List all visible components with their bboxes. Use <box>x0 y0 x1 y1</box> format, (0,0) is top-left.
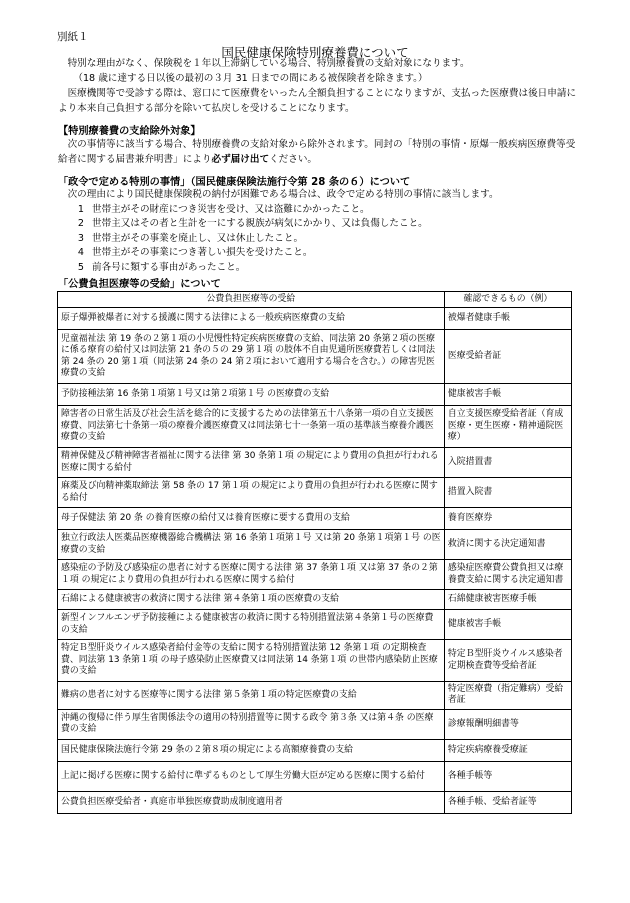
proof-cell: 特定疾病療養受療証 <box>444 739 571 761</box>
list-item <box>58 261 578 276</box>
table-row <box>58 530 572 560</box>
exclusion-body <box>58 137 578 167</box>
table-row <box>58 761 572 791</box>
table-row <box>58 330 572 384</box>
table-row <box>58 308 572 330</box>
benefit-cell: 沖縄の復帰に伴う厚生省関係法令の適用の特別措置等に関する政令 第３条 又は第４条 の医療費の支給 <box>58 709 445 739</box>
benefit-cell: 児童福祉法 第 19 条の２第１項の小児慢性特定疾病医療費の支給、同法第 20 条第２項の医療に係る療育の給付又は同法第 21 条の５の 29 第１項 の肢体不自由児通所医療費若しくは同法第 24 条の 20 第１項（同法第 24 条の 24 第２項において適用する場合を含む。）の障害児医療費の支給 <box>58 330 445 384</box>
list-item-text: 世帯主がその事業を廃止し、又は休止したこと。 <box>92 232 304 244</box>
benefit-cell: 新型インフルエンザ予防接種による健康被害の救済に関する特別措置法第４条第１号の医療費の支給 <box>58 610 445 640</box>
list-item-text: 前各号に類する事由があったこと。 <box>92 261 246 273</box>
proof-cell: 感染症医療費公費負担又は療養費支給に関する決定通知書 <box>444 560 571 590</box>
benefit-cell: 上記に掲げる医療に関する給付に準ずるものとして厚生労働大臣が定める医療に関する給付 <box>58 761 445 791</box>
proof-cell: 医療受給者証 <box>444 330 571 384</box>
benefit-cell: 精神保健及び精神障害者福祉に関する法律 第 30 条第１項 の規定により費用の負担が行われる医療に関する給付 <box>58 448 445 478</box>
special-circumstances-subtitle: （国民健康保険法施行令第 28 条の６）について <box>190 177 411 188</box>
proof-cell: 健康被害手帳 <box>444 384 571 406</box>
special-circumstances-title: 「政令で定める特別の事情」 <box>58 177 191 188</box>
proof-cell: 各種手帳等 <box>444 761 571 791</box>
special-circumstances-body <box>58 188 578 276</box>
list-item <box>58 217 578 232</box>
list-item-text: 世帯主がその事業につき著しい損失を受けたこと。 <box>92 247 313 259</box>
table-row <box>58 560 572 590</box>
list-item-text: 世帯主がその財産につき災害を受け、又は盗難にかかったこと。 <box>92 203 370 215</box>
proof-cell: 自立支援医療受給者証（育成医療・更生医療・精神通院医療） <box>444 406 571 448</box>
benefit-cell: 難病の患者に対する医療等に関する法律 第５条第１項の特定医療費の支給 <box>58 682 445 710</box>
benefit-cell: 公費負担医療受給者・真庭市単独医療費助成制度適用者 <box>58 791 445 813</box>
table-row <box>58 590 572 610</box>
exclusion-body-text-end: ください。 <box>269 154 318 165</box>
table-row <box>58 508 572 530</box>
special-circumstances-lead: 次の理由により国民健康保険税の納付が困難である場合は、政令で定める特別の事情に該当します。 <box>67 189 499 200</box>
table-header-row <box>58 292 572 308</box>
exclusion-heading: 【特別療養費の支給除外対象】 <box>58 126 201 137</box>
proof-cell: 救済に関する決定通知書 <box>444 530 571 560</box>
table-row <box>58 610 572 640</box>
intro-note: （18 歳に達する日以後の最初の３月 31 日までの間にある被保険者を除きます。） <box>73 73 428 84</box>
list-item-number: 3 <box>77 232 84 244</box>
annex-label: 別紙１ <box>57 31 89 43</box>
list-item <box>58 246 578 261</box>
benefit-cell: 独立行政法人医薬品医療機器総合機構法 第 16 条第１項第１号 又は第 20 条第１項第１号 の医療費の支給 <box>58 530 445 560</box>
list-item-number: 2 <box>77 218 84 230</box>
benefit-cell: 麻薬及び向精神薬取締法 第 58 条の 17 第１項 の規定により費用の負担が行われる医療に関する給付 <box>58 478 445 508</box>
column-header-benefit: 公費負担医療等の受給 <box>58 292 445 308</box>
proof-cell: 診療報酬明細書等 <box>444 709 571 739</box>
proof-cell: 健康被害手帳 <box>444 610 571 640</box>
proof-cell: 石綿健康被害医療手帳 <box>444 590 571 610</box>
intro-paragraph: 特別な理由がなく、保険税を１年以上滞納している場合、特別療養費の支給対象になります。 <box>67 58 470 69</box>
special-circumstances-heading <box>58 173 410 188</box>
list-item-number: 4 <box>77 247 84 259</box>
table-row <box>58 384 572 406</box>
benefit-cell: 予防接種法第 16 条第１項第１号又は第２項第１号 の医療費の支給 <box>58 384 445 406</box>
benefit-cell: 障害者の日常生活及び社会生活を総合的に支援するための法律第五十八条第一項の自立支援医療費、同法第七十条第一項の療養介護医療費又は同法第七十一条第一項の基準該当療養介護医療費の支給 <box>58 406 445 448</box>
table-row <box>58 406 572 448</box>
public-expense-table <box>57 291 572 814</box>
special-circumstances-list <box>58 203 578 276</box>
proof-cell: 特定Ｂ型肝炎ウイルス感染者定期検査費等受給者証 <box>444 640 571 682</box>
proof-cell: 被爆者健康手帳 <box>444 308 571 330</box>
benefit-cell: 原子爆弾被爆者に対する援護に関する法律による一般疾病医療費の支給 <box>58 308 445 330</box>
public-expense-heading: 「公費負担医療等の受給」について <box>58 279 221 290</box>
benefit-cell: 石綿による健康被害の救済に関する法律 第４条第１項の医療費の支給 <box>58 590 445 610</box>
benefit-cell: 感染症の予防及び感染症の患者に対する医療に関する法律 第 37 条第１項 又は第 37 条の２第１項 の規定により費用の負担が行われる医療に関する給付 <box>58 560 445 590</box>
intro-text <box>58 56 578 116</box>
intro-paragraph: 医療機関等で受診する際は、窓口にて医療費をいったん全額負担することになりますが、支払った医療費は後日申請により本来自己負担する部分を除いて払戻しを受けることになります。 <box>58 88 577 114</box>
page-title: 国民健康保険特別療養費について <box>221 45 409 60</box>
table-row <box>58 791 572 813</box>
benefit-cell: 国民健康保険法施行令第 29 条の２第８項の規定による高額療養費の支給 <box>58 739 445 761</box>
table-row <box>58 640 572 682</box>
list-item <box>58 203 578 218</box>
table-row <box>58 448 572 478</box>
list-item-number: 1 <box>77 203 84 215</box>
benefit-cell: 特定Ｂ型肝炎ウイルス感染者給付金等の支給に関する特別措置法第 12 条第１項 の定期検査費、同法第 13 条第１項 の母子感染防止医療費又は同法第 14 条第１項 の世帯内感染防止医療費の支給 <box>58 640 445 682</box>
list-item-number: 5 <box>77 261 84 273</box>
proof-cell: 措置入院書 <box>444 478 571 508</box>
proof-cell: 各種手帳、受給者証等 <box>444 791 571 813</box>
proof-cell: 入院措置書 <box>444 448 571 478</box>
table-row <box>58 682 572 710</box>
exclusion-body-text: 次の事情等に該当する場合、特別療養費の支給対象から除外されます。同封の「特別の事情・原爆一般疾病医療費等受給者に関する届書兼弁明書」により <box>58 139 576 165</box>
table-row <box>58 739 572 761</box>
benefit-cell: 母子保健法 第 20 条 の養育医療の給付又は養育医療に要する費用の支給 <box>58 508 445 530</box>
list-item-text: 世帯主又はその者と生計を一にする親族が病気にかかり、又は負傷したこと。 <box>92 218 428 230</box>
proof-cell: 養育医療券 <box>444 508 571 530</box>
table-row <box>58 478 572 508</box>
table-row <box>58 709 572 739</box>
exclusion-body-emphasis: 必ず届け出て <box>211 154 270 165</box>
proof-cell: 特定医療費（指定難病）受給者証 <box>444 682 571 710</box>
list-item <box>58 232 578 247</box>
column-header-proof: 確認できるもの（例） <box>444 292 571 308</box>
